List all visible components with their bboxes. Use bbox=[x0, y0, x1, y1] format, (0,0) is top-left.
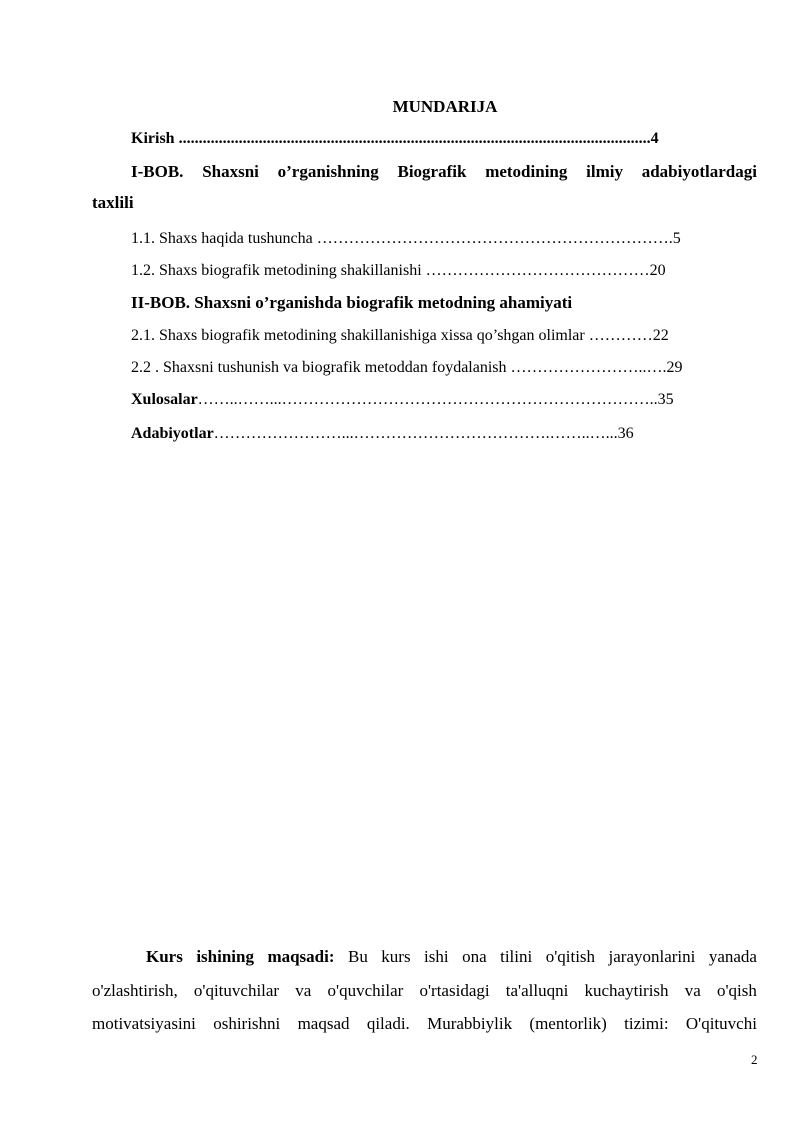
paragraph-word: o'quvchilar bbox=[327, 981, 404, 1000]
page-title: MUNDARIJA bbox=[392, 97, 498, 116]
toc-bob1-word: Shaxsni bbox=[202, 162, 259, 181]
toc-bob1-word: adabiyotlardagi bbox=[641, 162, 757, 181]
toc-adabiyotlar-label: Adabiyotlar bbox=[131, 425, 214, 442]
paragraph-line-3 bbox=[92, 1014, 757, 1034]
paragraph-word: maqsad bbox=[297, 1014, 350, 1033]
toc-bob1-word: ilmiy bbox=[586, 162, 623, 181]
paragraph-word: Kurs bbox=[146, 947, 183, 966]
paragraph-word: o'qituvchilar bbox=[193, 981, 280, 1000]
toc-kirish: Kirish ......................................................................................................................4 bbox=[131, 130, 659, 147]
paragraph-word: Bu bbox=[347, 947, 368, 966]
paragraph-word: kurs bbox=[381, 947, 411, 966]
paragraph-word: tilini bbox=[500, 947, 533, 966]
paragraph-word: oshirishni bbox=[213, 1014, 281, 1033]
toc-item-2-2: 2.2 . Shaxsni tushunish va biografik metoddan foydalanish ……………………..….29 bbox=[131, 359, 683, 376]
toc-item-1-1: 1.1. Shaxs haqida tushuncha ………………………………………………………….5 bbox=[131, 230, 681, 247]
paragraph-word: ta'alluqni bbox=[505, 981, 569, 1000]
toc-item-2-1: 2.1. Shaxs biografik metodining shakillanishiga xissa qo’shgan olimlar …………22 bbox=[131, 327, 669, 344]
paragraph-line-1 bbox=[146, 947, 757, 967]
paragraph-word: ishi bbox=[424, 947, 449, 966]
paragraph-word: tizimi: bbox=[624, 1014, 669, 1033]
paragraph-word: O'qituvchi bbox=[685, 1014, 757, 1033]
toc-bob1-word: metodining bbox=[485, 162, 568, 181]
page-number: 2 bbox=[751, 1052, 758, 1067]
paragraph-word: va bbox=[684, 981, 701, 1000]
toc-bob1-word: I-BOB. bbox=[131, 162, 184, 181]
paragraph-word: o'rtasidagi bbox=[419, 981, 490, 1000]
toc-bob2-heading: II-BOB. Shaxsni o’rganishda biografik metodning ahamiyati bbox=[131, 293, 573, 312]
paragraph-word: maqsadi: bbox=[267, 947, 335, 966]
paragraph-word: yanada bbox=[708, 947, 757, 966]
toc-bob1-heading bbox=[131, 162, 757, 182]
paragraph-word: (mentorlik) bbox=[529, 1014, 607, 1033]
toc-bob1-word: o’rganishning bbox=[277, 162, 379, 181]
paragraph-word: Murabbiylik bbox=[427, 1014, 513, 1033]
paragraph-word: jarayonlarini bbox=[608, 947, 696, 966]
toc-adabiyotlar bbox=[131, 424, 634, 444]
paragraph-word: motivatsiyasini bbox=[92, 1014, 196, 1033]
paragraph-word: o'zlashtirish, bbox=[92, 981, 178, 1000]
toc-adabiyotlar-leader: ……………………...……………………………….……..…...36 bbox=[213, 425, 634, 442]
toc-bob1-word: Biografik bbox=[397, 162, 467, 181]
paragraph-word: o'qitish bbox=[545, 947, 596, 966]
toc-bob1-continuation: taxlili bbox=[92, 193, 134, 212]
paragraph-word: qiladi. bbox=[366, 1014, 410, 1033]
toc-xulosalar bbox=[131, 390, 674, 410]
paragraph-line-2 bbox=[92, 981, 757, 1001]
toc-item-1-2: 1.2. Shaxs biografik metodining shakillanishi ……………………………………20 bbox=[131, 262, 666, 279]
toc-xulosalar-label: Xulosalar bbox=[131, 391, 198, 408]
toc-xulosalar-leader: ……..……...……………………………………………………………..35 bbox=[197, 391, 674, 408]
paragraph-word: ishining bbox=[196, 947, 254, 966]
paragraph-word: va bbox=[295, 981, 312, 1000]
paragraph-word: kuchaytirish bbox=[584, 981, 669, 1000]
paragraph-word: ona bbox=[462, 947, 487, 966]
paragraph-word: o'qish bbox=[716, 981, 757, 1000]
